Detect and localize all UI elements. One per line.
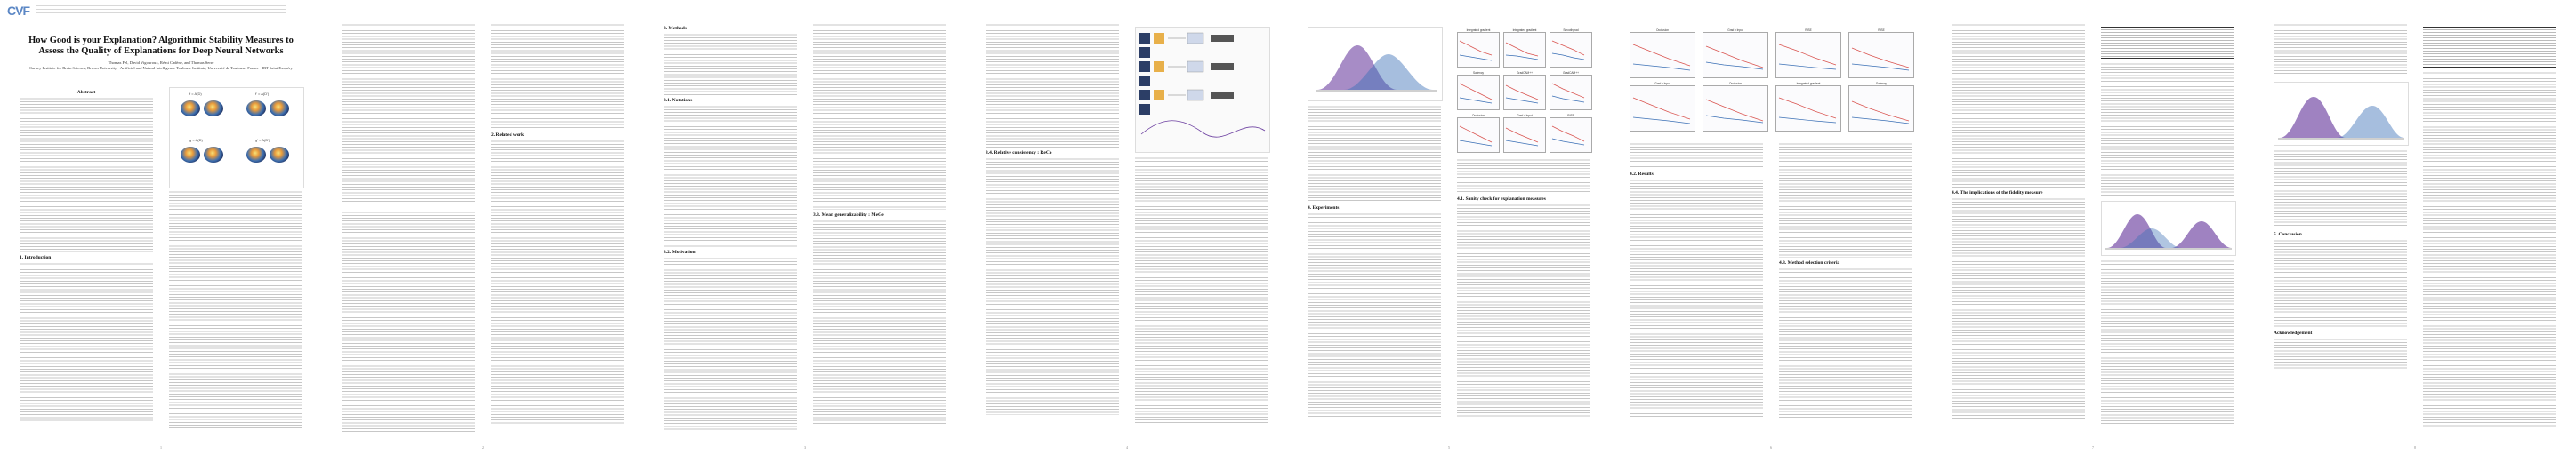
ack-text (2274, 338, 2407, 373)
page-number: 8 (2414, 445, 2416, 450)
mege-text (813, 220, 946, 424)
plot-panel: Occlusion (1703, 85, 1768, 132)
pipeline-diagram (1136, 28, 1269, 152)
plot-panel: RISE (1550, 117, 1592, 153)
ack-heading: Acknowledgement (2274, 331, 2313, 336)
plot-curves (1457, 28, 1590, 153)
cvf-logo: CVF (7, 4, 29, 18)
plot-panel: Grad x Input (1703, 32, 1768, 78)
plot-panel: GradCAM++ (1550, 75, 1592, 110)
intro-text (20, 262, 153, 422)
abstract-heading: Abstract (76, 90, 96, 95)
notations-heading: 3.1. Notations (664, 98, 693, 103)
table-1 (2101, 27, 2234, 59)
results-heading: 4.2. Results (1630, 172, 1654, 177)
plot-panel: Smoothgrad (1550, 32, 1592, 68)
figure-7 (2274, 82, 2409, 146)
notations-text (664, 105, 797, 247)
saliency-map (204, 147, 223, 163)
page-number: 3 (804, 445, 806, 450)
caption-text (1630, 142, 1763, 169)
left-column (986, 23, 1119, 415)
page-1 (0, 0, 322, 455)
author-list (18, 60, 304, 71)
saliency-map (181, 147, 200, 163)
page-3 (644, 0, 966, 455)
references-text (2423, 71, 2556, 427)
plot-panel: Occlusion (1630, 32, 1695, 78)
body-text (342, 23, 475, 205)
affiliations: Carney Institute for Brain Science, Brown University · Artificial and Natural Intelligence Toulouse Institute, Université de Toulouse, France · IRT Saint Exupéry (29, 66, 293, 70)
fold-text (1779, 267, 1912, 419)
saliency-map (204, 100, 223, 116)
abstract-column (20, 87, 153, 422)
body-text (2274, 149, 2407, 229)
body-text (342, 211, 475, 433)
conclusion-heading: 5. Conclusion (2274, 232, 2302, 237)
experiments-text (1308, 212, 1441, 417)
saliency-map (270, 147, 289, 163)
eq-g: g = A(D) (189, 138, 203, 142)
plot-panel: RISE (1775, 32, 1841, 78)
conclusion-text (2274, 239, 2407, 328)
body-text (986, 23, 1119, 148)
body-text (813, 23, 946, 210)
left-column (664, 23, 797, 430)
plot-panel: Occlusion (1457, 117, 1500, 153)
impl-text (1952, 197, 2085, 419)
results-text (1630, 179, 1763, 419)
page-number: 2 (482, 445, 484, 450)
plot-panel: Integrated gradient (1457, 32, 1500, 68)
saliency-map (270, 100, 289, 116)
left-column-bottom (2274, 149, 2407, 373)
figure-1 (169, 87, 304, 188)
caption-text (1457, 158, 1590, 194)
page-2 (322, 0, 644, 455)
methods-heading: 3. Methods (664, 26, 687, 31)
page-number: 5 (1448, 445, 1450, 450)
sanity-text (1457, 204, 1590, 417)
intro-heading: 1. Introduction (20, 255, 52, 260)
related-heading: 2. Related work (491, 132, 525, 138)
authors: Thomas Fel, David Vigouroux, Rémi Cadène, and Thomas Serre (108, 60, 214, 65)
plot-panel: Grad x Input (1630, 85, 1695, 132)
fold-heading: 4.3. Method selection criteria (1779, 260, 1840, 266)
page-8 (2254, 0, 2576, 455)
motivation-text (664, 257, 797, 430)
distribution-plot (2274, 83, 2408, 145)
body-text (2101, 259, 2234, 424)
left-column (342, 23, 475, 433)
left-column (2274, 23, 2407, 76)
related-text (491, 140, 624, 424)
right-column (169, 190, 302, 430)
abstract-text (20, 97, 153, 252)
page-number: 6 (1770, 445, 1772, 450)
reco-heading: 3.4. Relative consistency : ReCo (986, 150, 1052, 156)
page-number: 1 (160, 445, 162, 450)
right-column (491, 23, 624, 424)
saliency-map (181, 100, 200, 116)
page-4 (966, 0, 1288, 455)
body-text (1952, 23, 2085, 188)
page-7 (1932, 0, 2254, 455)
left-column (1308, 105, 1441, 417)
right-column-bottom (2101, 259, 2234, 424)
open-access-header (36, 4, 286, 16)
figure-5-plots (1630, 28, 1912, 135)
plot-panel: Saliency (1848, 85, 1914, 132)
motivation-heading: 3.2. Motivation (664, 250, 696, 255)
page-6 (1610, 0, 1932, 455)
left-column (1952, 23, 2085, 419)
experiments-heading: 4. Experiments (1308, 205, 1340, 211)
impl-heading: 4.4. The implications of the fidelity measure (1952, 190, 2043, 196)
body-text (2101, 62, 2234, 196)
figure-4-plots (1457, 28, 1590, 153)
page-number: 4 (1126, 445, 1128, 450)
distribution-plot (2102, 202, 2235, 255)
saliency-map (246, 100, 266, 116)
body-text (1779, 142, 1912, 258)
plot-panel: Integrated gradient (1775, 85, 1841, 132)
plot-panel: Saliency (1457, 75, 1500, 110)
body-text (2274, 23, 2407, 76)
sanity-heading: 4.1. Sanity check for explanation measures (1457, 196, 1546, 202)
right-column (2101, 62, 2234, 196)
page-5 (1288, 0, 1610, 455)
eq-f: f = A(D) (189, 92, 202, 96)
body-text (491, 23, 624, 130)
right-column (813, 23, 946, 424)
figure-6-distributions (2101, 201, 2236, 256)
eq-g-prime: g' = A(D') (255, 138, 270, 142)
distribution-plot (1308, 28, 1442, 100)
plot-panel: GradCAM++ (1503, 75, 1546, 110)
plot-curves (1630, 28, 1912, 135)
right-column (1135, 156, 1268, 423)
plot-panel: RISE (1848, 32, 1914, 78)
plot-panel: Integrated gradient (1503, 32, 1546, 68)
right-column (1779, 142, 1912, 419)
right-column (1457, 158, 1590, 417)
figure-2-diagram (1135, 27, 1270, 153)
body-text (169, 190, 302, 430)
caption-text (1308, 105, 1441, 203)
reco-text (986, 157, 1119, 415)
methods-text (664, 33, 797, 95)
figure-3-distributions (1308, 27, 1443, 101)
body-text (1135, 156, 1268, 423)
right-column (2423, 71, 2556, 427)
table-2 (2423, 27, 2556, 68)
paper-title: How Good is your Explanation? Algorithmic Stability Measures to Assess the Quality of Explanations for Deep Neural Networks (28, 36, 294, 56)
left-column (1630, 142, 1763, 419)
mege-heading: 3.3. Mean generalizability : MeGe (813, 212, 884, 218)
plot-panel: Grad x Input (1503, 117, 1546, 153)
eq-f-prime: f' = A(D') (255, 92, 270, 96)
page-number: 7 (2092, 445, 2094, 450)
saliency-map (246, 147, 266, 163)
